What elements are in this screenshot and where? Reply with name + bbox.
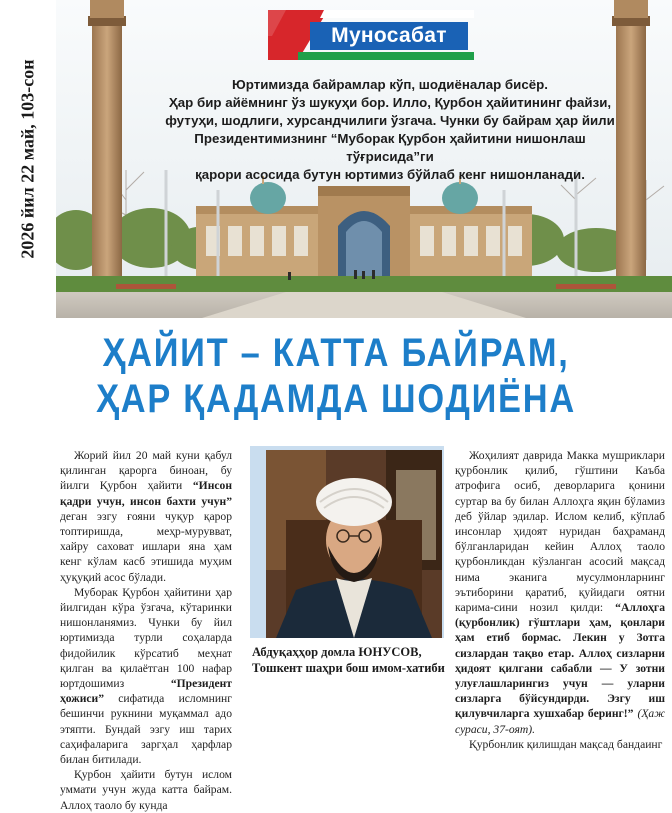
text-run: Жоҳилият даврида Макка мушриклари қурбонлик қилиб, гўштини Каъба атрофига осиб, деворларига қонини суртар ва бу билан Аллоҳга яқин бўламиз деб ўйлар эдилар. Ислом келиб, кўплаб инсонлар ҳидоят нуридан баҳраманд бўлганларидан кейин Аллоҳ таоло қурбонликдан кўзланган асосий мақсад нима эканига мусулмонларнинг эътиборини қаратиб, қуйидаги оятни карима-сини нозил қилди: (455, 449, 665, 615)
paragraph: Қурбонлик қилишдан мақсад бандаинг (469, 737, 663, 751)
imam-portrait (266, 450, 442, 638)
intro-line: Президентимизнинг “Муборак Қурбон ҳайитини нишонлаш тўғрисида”ги (194, 131, 586, 164)
paragraph (455, 448, 665, 737)
right-column (455, 448, 665, 752)
text-run: Муборак Қурбон ҳайитини ҳар йилгидан кўра ўзгача, кўтаринки нишонланямиз. Чунки бу йил юртимизда турли соҳаларда фидойилик кўрсатиб меҳнат қилган ва қилаётган 100 нафар юртдошимиз (60, 585, 232, 691)
issue-date: 2026 йил 22 май, 103-сон (17, 59, 38, 259)
text-run: сифатида исломнинг бешинчи рукнини муқаммал адо этяпти. Бундай эзгу иш тарих саҳифаларига заргҳал ҳарфлар билан битилади. (60, 692, 232, 767)
paragraph (60, 585, 232, 767)
hero-photo (56, 0, 672, 318)
left-column (60, 448, 232, 813)
section-label: Муносабат (310, 22, 468, 50)
headline (47, 330, 625, 422)
intro-line: қарори асосида бутун юртимиз бўйлаб кенг нишонланади. (195, 167, 585, 182)
intro-line: Ҳар бир айёмнинг ўз шукуҳи бор. Илло, Қурбон ҳайитининг файзи, (168, 95, 612, 110)
caption-name: Абдуқаҳҳор домла ЮНУСОВ, (252, 645, 422, 659)
text-run: деган эзгу ғояни чуқур қарор топтиришда, меҳр-мурувват, хайру саховат ишлари яна ҳам кенг кўлам касб этишида муҳим ҳуқуқий асос бўлади. (60, 509, 232, 584)
section-badge (268, 10, 474, 60)
issue-date-strip (0, 0, 56, 318)
text-run-italic: (Ҳаж сураси, 37-оят). (455, 707, 665, 736)
intro-line: футуҳи, шодлиги, хурсандчилиги ўзгача. Чунки бу байрам ҳар йили (165, 113, 615, 128)
text-run: Жорий йил 20 май куни қабул қилинган қарорга биноан, бу йилги Қурбон ҳайити (60, 449, 232, 493)
portrait (250, 446, 444, 638)
text-run-bold: “Аллоҳга (қурбонлик) гўштлари ҳам, қонлари ҳам етиб бормас. Лекин у Зотга сизлардан тақво етар. Аллоҳ сизларни ҳидоят қилгани сабабли — У зотни улуғлашларингиз учун — уларни сизларга бўйсундирди. Эзгу иш қилувчиларга хушхабар беринг!” (455, 601, 665, 721)
paragraph: Қурбон ҳайити бутун ислом уммати учун жуда катта байрам. Аллоҳ таоло бу кунда (60, 768, 232, 812)
caption-title: Тошкент шаҳри бош имом-хатиби (252, 661, 445, 675)
intro-text (156, 76, 624, 184)
intro-line: Юртимизда байрамлар кўп, шодиёналар бисёр. (232, 77, 548, 92)
paragraph (60, 448, 232, 585)
headline-line-1: ҲАЙИТ – КАТТА БАЙРАМ, (102, 331, 570, 375)
portrait-caption (252, 644, 452, 676)
portrait-photo (266, 450, 442, 638)
headline-line-2: ҲАР ҚАДАМДА ШОДИЁНА (96, 377, 576, 421)
text-run-bold: “Президент ҳожиси” (60, 677, 232, 706)
text-run-bold: “Инсон қадри учун, инсон бахти учун” (60, 479, 232, 508)
